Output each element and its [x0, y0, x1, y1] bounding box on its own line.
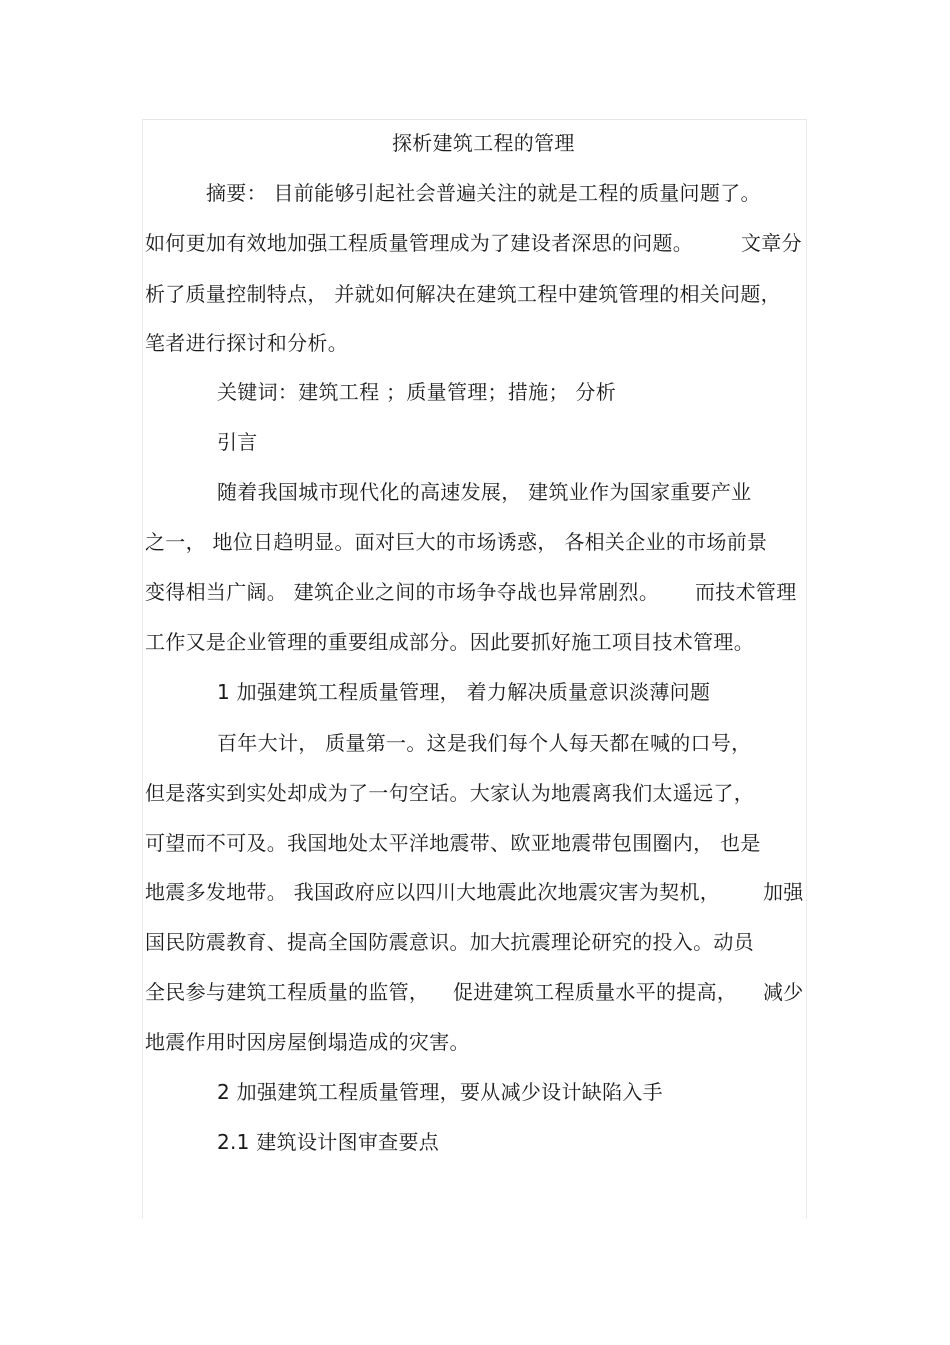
section-1-heading: 1 加强建筑工程质量管理， 着力解决质量意识淡薄问题 [217, 680, 711, 704]
intro-heading: 引言 [217, 430, 258, 454]
section-1-line-6b: 促进建筑工程质量水平的提高， [453, 980, 738, 1004]
intro-line-1: 随着我国城市现代化的高速发展， 建筑业作为国家重要产业 [217, 480, 752, 504]
section-2-1-heading: 2.1 建筑设计图审查要点 [217, 1130, 440, 1154]
section-1-line-2: 但是落实到实处却成为了一句空话。大家认为地震离我们太遥远了， [145, 781, 754, 805]
section-2-heading: 2 加强建筑工程质量管理，要从减少设计缺陷入手 [217, 1080, 663, 1104]
abstract-line-4: 笔者进行探讨和分析。 [145, 331, 348, 355]
keywords-line: 关键词：建筑工程 ；质量管理；措施； 分析 [217, 380, 617, 404]
intro-line-3-end: 而技术管理 [695, 580, 797, 604]
abstract-line-1: 摘要： 目前能够引起社会普遍关注的就是工程的质量问题了。 [206, 181, 761, 205]
abstract-line-2-end: 文章分 [741, 231, 802, 255]
section-1-line-7: 地震作用时因房屋倒塌造成的灾害。 [145, 1030, 470, 1054]
section-1-line-3: 可望而不可及。我国地处太平洋地震带、欧亚地震带包围圈内， 也是 [145, 831, 761, 855]
section-1-line-4-end: 加强 [763, 880, 804, 904]
abstract-line-3: 析了质量控制特点， 并就如何解决在建筑工程中建筑管理的相关问题， [145, 282, 781, 306]
section-1-line-4: 地震多发地带。 我国政府应以四川大地震此次地震灾害为契机， [145, 880, 721, 904]
document-title: 探析建筑工程的管理 [392, 131, 575, 155]
intro-line-4: 工作又是企业管理的重要组成部分。因此要抓好施工项目技术管理。 [145, 630, 754, 654]
abstract-line-2: 如何更加有效地加强工程质量管理成为了建设者深思的问题。 [145, 231, 694, 255]
intro-line-3: 变得相当广阔。 建筑企业之间的市场争夺战也异常剧烈。 [145, 580, 660, 604]
section-1-line-6a: 全民参与建筑工程质量的监管， [145, 980, 430, 1004]
section-1-line-1: 百年大计， 质量第一。这是我们每个人每天都在喊的口号， [217, 731, 752, 755]
section-1-line-5: 国民防震教育、提高全国防震意识。加大抗震理论研究的投入。动员 [145, 930, 754, 954]
intro-line-2: 之一， 地位日趋明显。面对巨大的市场诱惑， 各相关企业的市场前景 [145, 530, 768, 554]
section-1-line-6-end: 减少 [763, 980, 804, 1004]
